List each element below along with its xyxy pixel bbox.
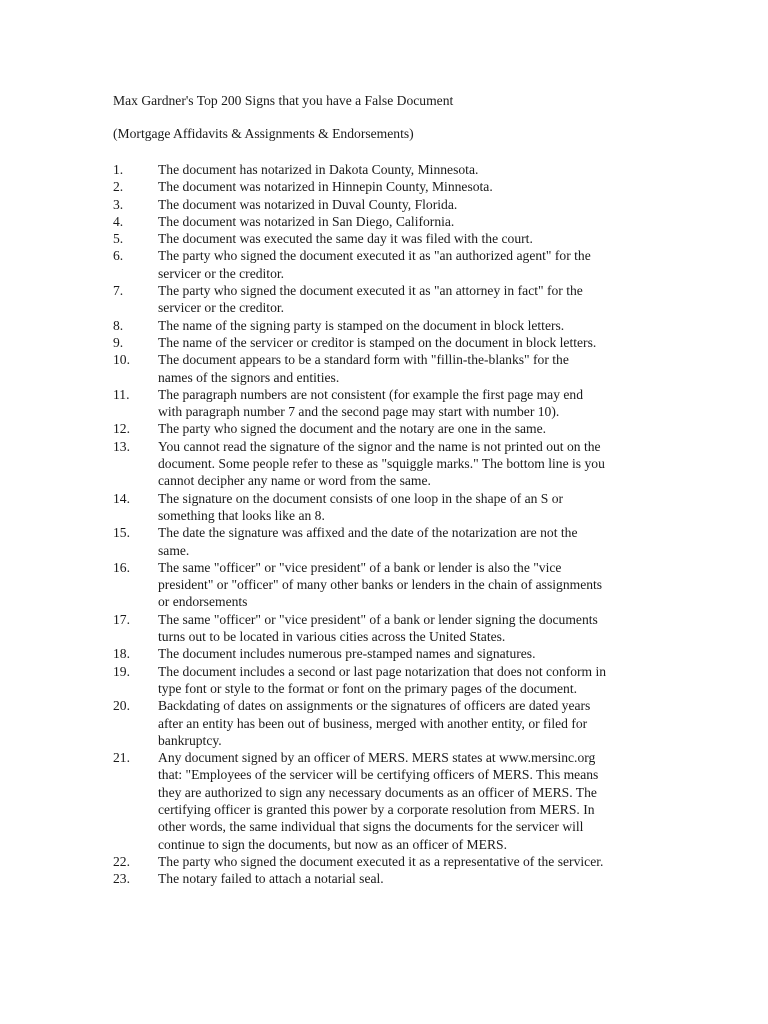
list-item-text (158, 178, 658, 195)
list-item-line: servicer or the creditor. (158, 265, 285, 281)
list-item (113, 559, 673, 611)
list-item-text (158, 490, 658, 525)
list-item-text (158, 334, 658, 351)
list-item-line: other words, the same individual that signs the documents for the servicer will (158, 819, 584, 835)
list-item-text (158, 230, 658, 247)
list-item-number: 18. (113, 646, 130, 662)
list-item-line: The notary failed to attach a notarial seal. (158, 871, 384, 887)
list-item (113, 420, 673, 437)
list-item-text (158, 611, 658, 646)
list-item-line: The document was executed the same day it was filed with the court. (158, 231, 533, 247)
list-item-text (158, 749, 658, 853)
list-item-text (158, 351, 658, 386)
list-item (113, 663, 673, 698)
list-item-number: 23. (113, 871, 130, 887)
list-item-line: servicer or the creditor. (158, 300, 285, 316)
document-subtitle: (Mortgage Affidavits & Assignments & Endorsements) (113, 126, 414, 141)
list-item-number: 16. (113, 559, 130, 575)
list-item (113, 178, 673, 195)
list-item-line: The same "officer" or "vice president" of a bank or lender signing the documents (158, 611, 598, 627)
list-item-line: or endorsements (158, 594, 248, 610)
list-item (113, 438, 673, 490)
list-item (113, 230, 673, 247)
list-item (113, 196, 673, 213)
list-item-number: 13. (113, 438, 130, 454)
list-item (113, 853, 673, 870)
list-item-text (158, 438, 658, 490)
list-item-text (158, 317, 658, 334)
list-item-number: 7. (113, 283, 124, 299)
list-item-line: The party who signed the document executed it as "an attorney in fact" for the (158, 283, 583, 299)
list-item-line: Any document signed by an officer of MERS. MERS states at www.mersinc.org (158, 750, 596, 766)
list-item-line: president" or "officer" of many other banks or lenders in the chain of assignments (158, 577, 603, 593)
list-item-text (158, 386, 658, 421)
list-item (113, 282, 673, 317)
list-item-text (158, 559, 658, 611)
list-item-number: 2. (113, 179, 124, 195)
list-item-line: continue to sign the documents, but now as an officer of MERS. (158, 836, 507, 852)
list-item-text (158, 161, 658, 178)
list-item (113, 611, 673, 646)
list-item-line: names of the signors and entities. (158, 369, 340, 385)
list-item (113, 645, 673, 662)
list-item-line: The party who signed the document and the notary are one in the same. (158, 421, 547, 437)
list-item-line: You cannot read the signature of the signor and the name is not printed out on the (158, 438, 601, 454)
list-item-text (158, 697, 658, 749)
list-item-line: bankruptcy. (158, 732, 222, 748)
list-item-number: 1. (113, 162, 124, 177)
document-title: Max Gardner's Top 200 Signs that you have a False Document (113, 93, 454, 108)
list-item (113, 524, 673, 559)
list-item-line: The document includes a second or last page notarization that does not conform in (158, 663, 607, 679)
list-item-text (158, 213, 658, 230)
list-item-number: 9. (113, 334, 124, 350)
list-item-line: same. (158, 542, 190, 558)
list-item-line: that: "Employees of the servicer will be certifying officers of MERS. This means (158, 767, 599, 783)
list-item (113, 247, 673, 282)
list-item-line: The name of the servicer or creditor is stamped on the document in block letters. (158, 334, 597, 350)
list-item (113, 749, 673, 853)
list-item-line: certifying officer is granted this power by a corporate resolution from MERS. In (158, 801, 595, 817)
list-item-line: The document was notarized in Duval County, Florida. (158, 196, 458, 212)
list-item-line: The document was notarized in Hinnepin County, Minnesota. (158, 179, 493, 195)
list-item-text (158, 853, 658, 870)
list-item (113, 386, 673, 421)
list-item-line: turns out to be located in various cities across the United States. (158, 629, 506, 645)
list-item (113, 317, 673, 334)
list-item-line: Backdating of dates on assignments or the signatures of officers are dated years (158, 698, 591, 714)
list-item-line: The name of the signing party is stamped on the document in block letters. (158, 317, 565, 333)
list-item-number: 4. (113, 213, 124, 229)
list-item-line: type font or style to the format or font on the primary pages of the document. (158, 680, 578, 696)
list-item-line: with paragraph number 7 and the second page may start with number 10). (158, 404, 560, 420)
list-item-number: 22. (113, 853, 130, 869)
list-item (113, 351, 673, 386)
list-item-text (158, 645, 658, 662)
list-item-text (158, 524, 658, 559)
list-item-text (158, 870, 658, 887)
list-item-line: The document has notarized in Dakota County, Minnesota. (158, 162, 479, 177)
list-item-text (158, 663, 658, 698)
list-item-line: The date the signature was affixed and the date of the notarization are not the (158, 525, 578, 541)
list-item (113, 870, 673, 887)
list-item (113, 213, 673, 230)
list-item (113, 490, 673, 525)
list-item-line: document. Some people refer to these as "squiggle marks." The bottom line is you (158, 456, 605, 472)
list-item-number: 14. (113, 490, 130, 506)
list-item-text (158, 282, 658, 317)
list-item-line: cannot decipher any name or word from the same. (158, 473, 431, 489)
list-item-line: something that looks like an 8. (158, 507, 325, 523)
list-item-number: 12. (113, 421, 130, 437)
list-item-number: 19. (113, 663, 130, 679)
list-item-line: The party who signed the document executed it as a representative of the servicer. (158, 853, 604, 869)
list-item-number: 17. (113, 611, 130, 627)
list-item-number: 10. (113, 352, 130, 368)
list-item (113, 334, 673, 351)
list-item-number: 15. (113, 525, 130, 541)
list-item-text (158, 420, 658, 437)
list-item-number: 6. (113, 248, 124, 264)
list-item-number: 3. (113, 196, 124, 212)
list-item-line: The document appears to be a standard form with "fillin-the-blanks" for the (158, 352, 569, 368)
list-item-line: they are authorized to sign any necessary documents as an officer of MERS. The (158, 784, 597, 800)
list-item-line: after an entity has been out of business, merged with another entity, or filed for (158, 715, 588, 731)
list-item (113, 161, 673, 178)
list-item-number: 11. (113, 386, 130, 402)
list-item-number: 21. (113, 750, 130, 766)
list-item-number: 20. (113, 698, 130, 714)
signs-list (113, 161, 673, 887)
list-item-line: The party who signed the document executed it as "an authorized agent" for the (158, 248, 591, 264)
list-item-text (158, 247, 658, 282)
list-item (113, 697, 673, 749)
list-item-number: 8. (113, 317, 124, 333)
list-item-line: The paragraph numbers are not consistent (for example the first page may end (158, 386, 584, 402)
list-item-line: The document includes numerous pre-stamped names and signatures. (158, 646, 536, 662)
list-item-line: The signature on the document consists of one loop in the shape of an S or (158, 490, 564, 506)
list-item-number: 5. (113, 231, 124, 247)
list-item-text (158, 196, 658, 213)
list-item-line: The same "officer" or "vice president" of a bank or lender is also the "vice (158, 559, 562, 575)
list-item-line: The document was notarized in San Diego, California. (158, 213, 455, 229)
